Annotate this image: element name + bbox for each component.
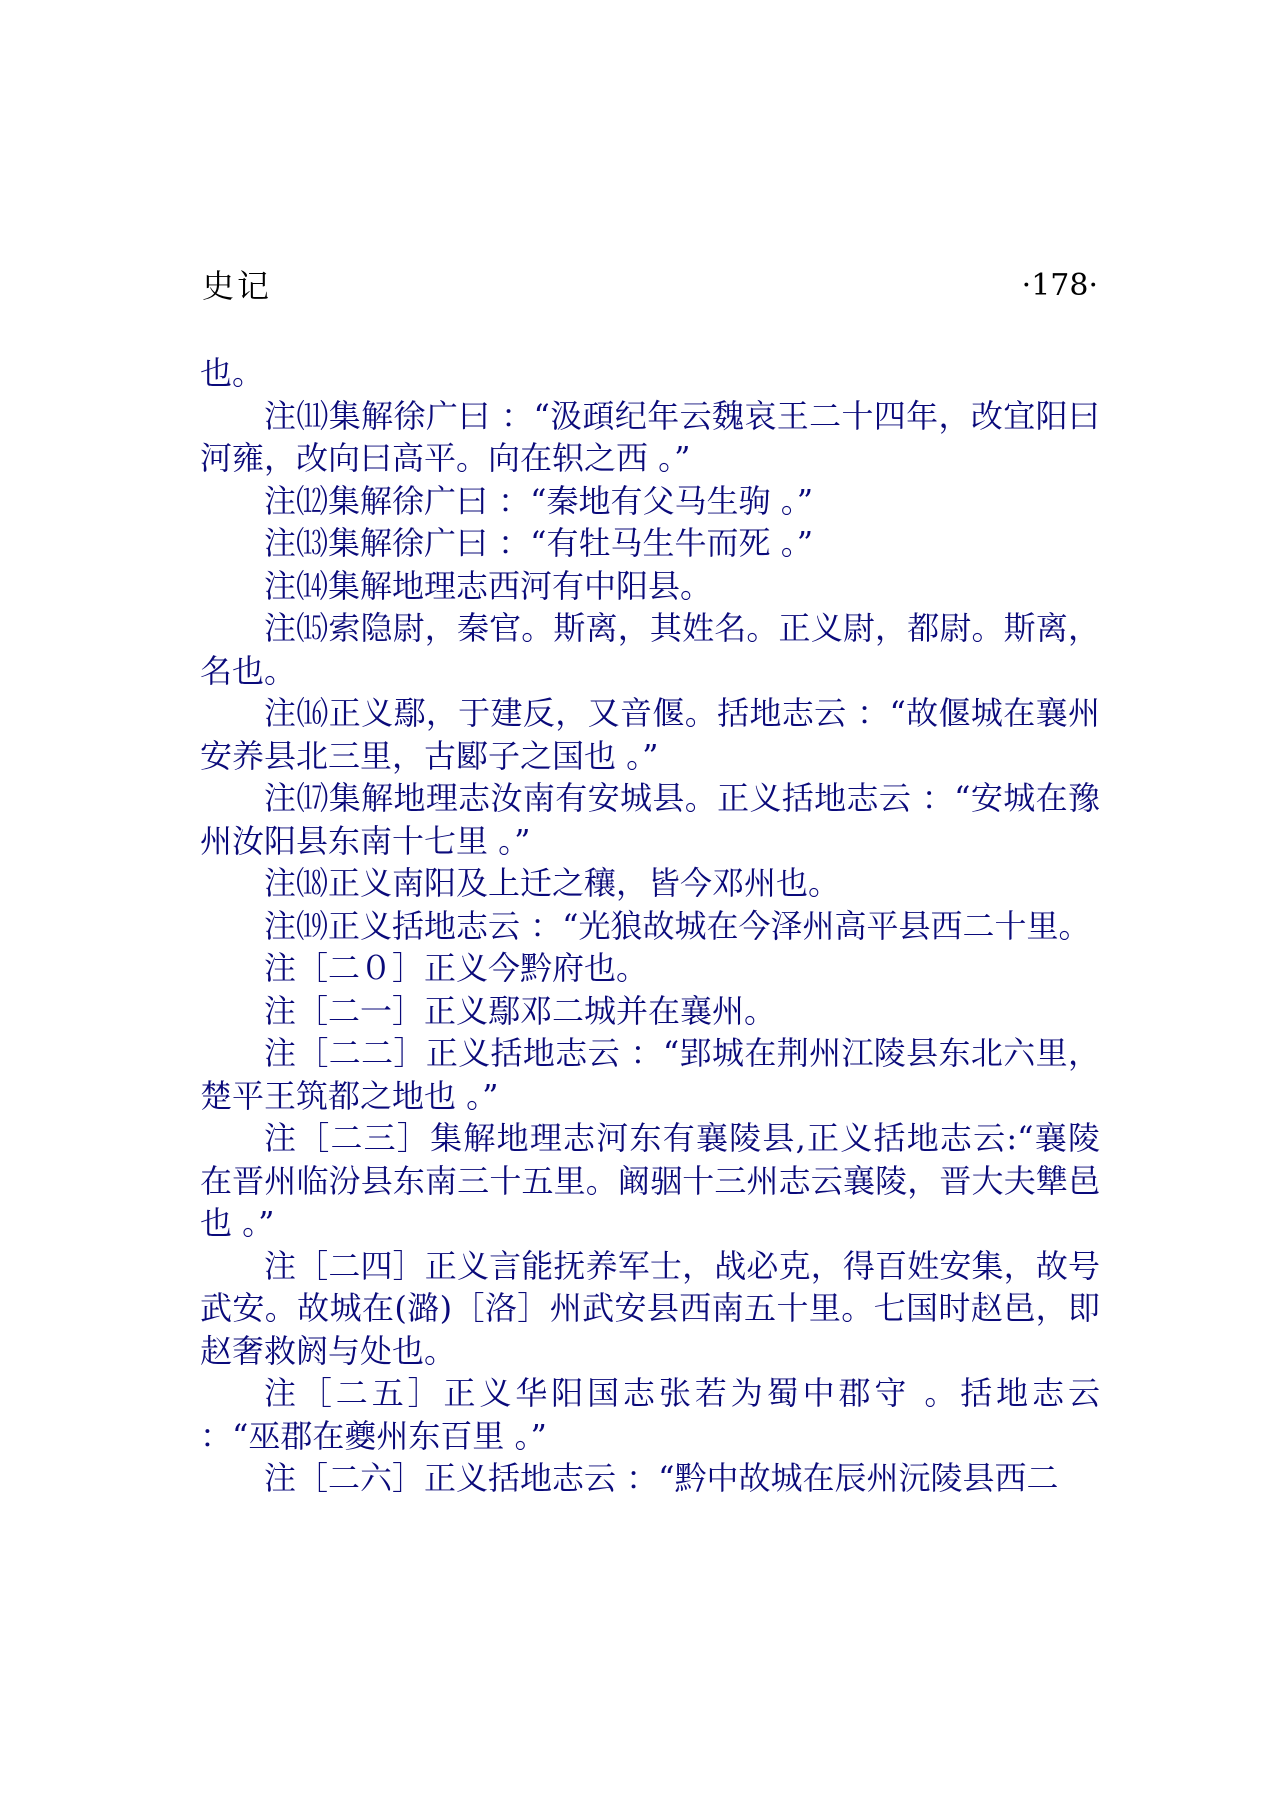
- annotation-note: 注［二五］正义华阳国志张若为蜀中郡守 。括地志云 ：“巫郡在夔州东百里 。”: [200, 1374, 1100, 1455]
- annotation-note: 注⒂索隐尉，秦官。斯离，其姓名。正义尉，都尉。斯离，名也。: [200, 609, 1100, 690]
- annotation-note: 注⒁集解地理志西河有中阳县。: [264, 566, 713, 605]
- annotation-note: 注⒀集解徐广曰 ：“有牡马生牛而死 。”: [264, 524, 814, 562]
- annotation-body: [200, 352, 1100, 1500]
- annotation-note: 注⒃正义鄢，于建反，又音偃。括地志云 ：“故偃城在襄州安养县北三里，古郾子之国也 。”: [200, 694, 1100, 775]
- annotation-note: 注［二四］正义言能抚养军士，战必克，得百姓安集，故号武安。故城在(潞)［洛］州武安县西南五十里。七国时赵邑，即赵奢救阏与处也。: [200, 1246, 1100, 1370]
- running-header-title: 史记: [202, 267, 273, 305]
- page-number: ·178·: [1021, 268, 1098, 303]
- annotation-note: 注［二一］正义鄢邓二城并在襄州。: [264, 991, 777, 1030]
- annotation-note: 注⒆正义括地志云 ：“光狼故城在今泽州高平县西二十里。: [264, 906, 1091, 945]
- annotation-note: 注⒅正义南阳及上迁之穰，皆今邓州也。: [264, 864, 841, 902]
- annotation-note: 注［二三］集解地理志河东有襄陵县,正义括地志云:“襄陵在晋州临汾县东南三十五里。阚骃十三州志云襄陵，晋大夫犨邑也 。”: [200, 1119, 1100, 1242]
- annotation-note: 注⑿集解徐广曰 ：“秦地有父马生驹 。”: [264, 481, 814, 520]
- annotation-note: 注［二０］正义今黔府也。: [264, 949, 649, 987]
- annotation-note: 注⑾集解徐广曰 ：“汲頙纪年云魏哀王二十四年，改宜阳曰河雍，改向曰高平。向在轵之西 。”: [200, 396, 1100, 477]
- annotation-note: 注⒄集解地理志汝南有安城县。正义括地志云 ：“安城在豫州汝阳县东南十七里 。”: [200, 779, 1100, 860]
- annotation-note: 注［二六］正义括地志云 ：“黔中故城在辰州沅陵县西二: [264, 1459, 1059, 1497]
- continuation-paragraph: 也。: [200, 354, 265, 392]
- annotation-note: 注［二二］正义括地志云 ：“郢城在荆州江陵县东北六里，楚平王筑都之地也 。”: [200, 1034, 1100, 1115]
